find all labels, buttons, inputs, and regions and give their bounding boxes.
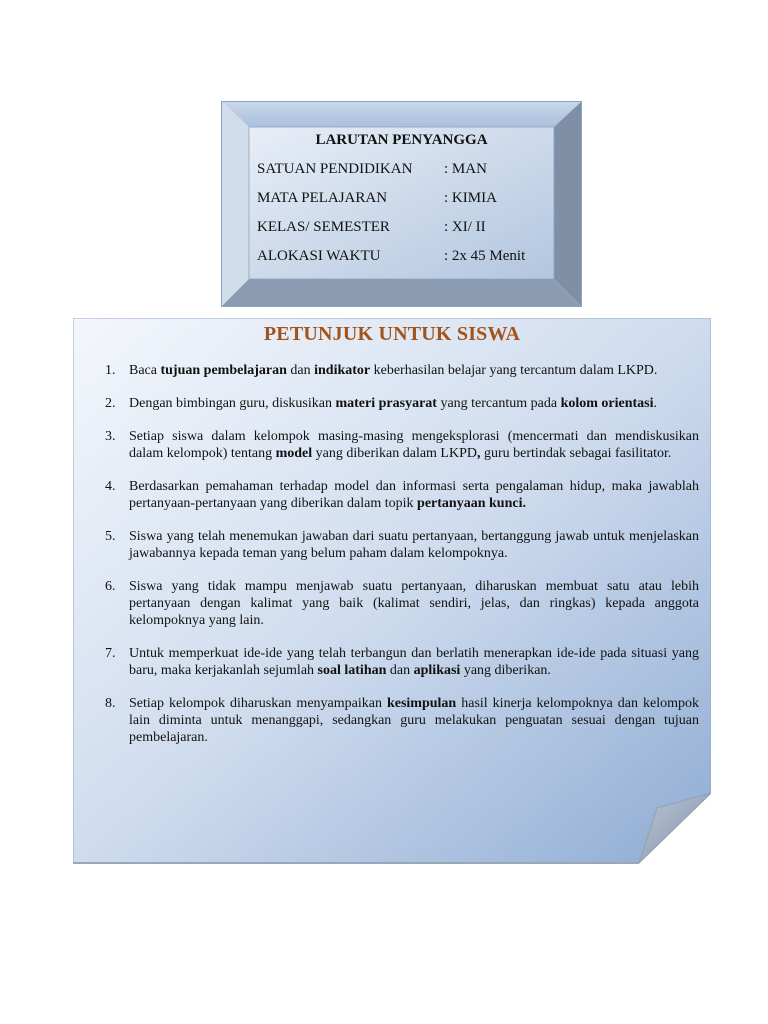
item-text: Baca [129,363,161,378]
item-text-bold: soal latihan [317,663,387,678]
item-text-bold: kesimpulan [386,696,457,711]
instruction-list [105,362,699,790]
item-text: Untuk memperkuat ide-ide yang telah terbangun dan berlatih menerapkan ide-ide pada situasi yang baru, maka kerjakanlah sejumlah [129,646,699,678]
item-text: Siswa yang tidak mampu menjawab suatu pertanyaan, diharuskan membuat satu atau lebih pertanyaan dengan kalimat yang baik (kalimat sendiri, jelas, dan ringkas) kepada anggota kelompoknya yang lain. [129,579,699,628]
item-text: Siswa yang telah menemukan jawaban dari suatu pertanyaan, bertanggung jawab untuk menjelaskan jawabannya kepada teman yang belum paham dalam kelompoknya. [129,529,699,561]
info-label: SATUAN PENDIDIKAN [257,161,413,177]
header-content [249,127,554,279]
info-label: KELAS/ SEMESTER [257,219,390,235]
instructions-panel [73,318,711,865]
item-number: 4. [105,479,116,494]
instruction-item [105,478,699,512]
info-value: : MAN [444,161,487,177]
item-text: guru bertindak sebagai fasilitator. [480,446,672,461]
info-label: ALOKASI WAKTU [257,248,381,264]
item-number: 3. [105,429,116,444]
item-number: 8. [105,696,116,711]
instruction-item [105,645,699,679]
item-text: Berdasarkan pemahaman terhadap model dan informasi serta pengalaman hidup, maka jawablah pertanyaan-pertanyaan yang diberikan dalam topik [129,479,699,511]
item-text: Setiap kelompok diharuskan menyampaikan [129,696,387,711]
info-row-kelas [257,219,486,236]
info-value: : XI/ II [444,219,486,235]
info-row-mapel [257,190,497,207]
instruction-item [105,395,699,412]
item-text-bold: kolom orientasi [560,396,654,411]
item-text: yang tercantum pada [436,396,561,411]
info-row-satuan [257,161,487,178]
item-text: hasil kinerja kelompoknya dan kelompok lain diminta untuk menanggapi, sedangkan guru melakukan penguatan sesuai dengan tujuan pembelajaran. [129,696,699,745]
header-title: LARUTAN PENYANGGA [315,132,488,148]
item-text: dan [386,663,414,678]
item-text-bold: aplikasi [413,663,461,678]
item-text: keberhasilan belajar yang tercantum dalam LKPD. [370,363,658,378]
item-text: dan [286,363,315,378]
item-text-bold: model [275,446,313,461]
item-text-bold: pertanyaan kunci. [417,496,526,511]
item-number: 1. [105,363,116,378]
item-text-bold: materi prasyarat [335,396,437,411]
info-value: : KIMIA [444,190,497,206]
item-text: yang diberikan. [460,663,551,678]
item-number: 7. [105,646,116,661]
instructions-title: PETUNJUK UNTUK SISWA [263,323,521,345]
instruction-item [105,528,699,562]
info-value: : 2x 45 Menit [444,248,526,264]
instruction-item [105,578,699,629]
info-row-waktu [257,248,525,265]
item-number: 6. [105,579,116,594]
item-text: Dengan bimbingan guru, diskusikan [129,396,336,411]
item-text-bold: , [477,446,481,461]
instruction-item [105,695,699,746]
item-text: . [653,396,658,411]
item-text: Setiap siswa dalam kelompok masing-masing mengeksplorasi (mencermati dan mendiskusikan dalam kelompok) tentang [129,429,699,461]
item-text-bold: indikator [314,363,371,378]
instruction-item [105,428,699,462]
item-number: 2. [105,396,116,411]
info-label: MATA PELAJARAN [257,190,388,206]
instruction-item [105,362,699,379]
item-text: yang diberikan dalam LKPD [312,446,477,461]
item-number: 5. [105,529,116,544]
item-text-bold: tujuan pembelajaran [160,363,287,378]
